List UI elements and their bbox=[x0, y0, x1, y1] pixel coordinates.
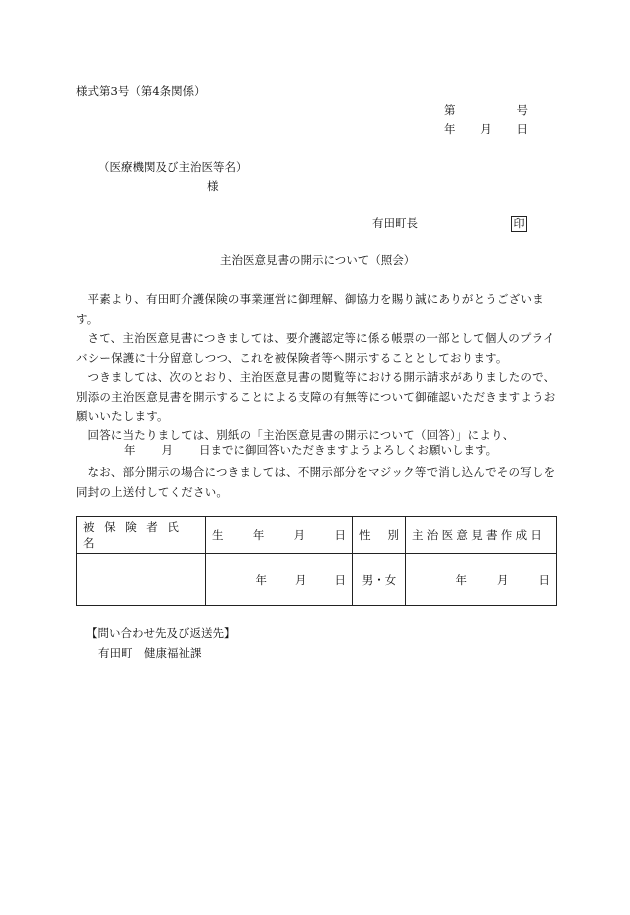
created-day: 日 bbox=[538, 572, 550, 587]
birthdate-cell bbox=[206, 554, 353, 606]
date-month: 月 bbox=[480, 122, 492, 136]
deadline-year: 年 bbox=[124, 443, 136, 457]
addressee-institution: （医療機関及び主治医等名） bbox=[98, 160, 248, 174]
sex-options: 男・女 bbox=[361, 572, 397, 587]
header-birth-year: 年 bbox=[252, 528, 265, 542]
document-date bbox=[444, 124, 528, 136]
header-created-date-text: 主治医意見書作成日 bbox=[412, 528, 546, 542]
header-birthdate bbox=[206, 517, 353, 554]
form-label: 様式第3号（第4条関係） bbox=[76, 84, 206, 98]
table-row bbox=[77, 554, 557, 606]
addressee-honorific: 様 bbox=[207, 179, 219, 193]
created-month: 月 bbox=[497, 572, 509, 587]
sender-title: 有田町長 bbox=[372, 216, 418, 230]
birth-month: 月 bbox=[295, 572, 307, 587]
table-header-row bbox=[77, 517, 557, 554]
header-created-date bbox=[406, 517, 557, 554]
contact-department: 有田町 健康福祉課 bbox=[98, 646, 202, 660]
body-paragraph-2: さて、主治医意見書につきましては、要介護認定等に係る帳票の一部として個人のプライバシー保護に十分留意しつつ、これを被保険者等へ開示することとしております。 bbox=[76, 331, 555, 365]
body-paragraph-5 bbox=[124, 445, 497, 457]
body-paragraph-4: 回答に当たりましては、別紙の「主治医意見書の開示について（回答）」により、 bbox=[87, 428, 515, 442]
contact-heading: 【問い合わせ先及び返送先】 bbox=[86, 626, 236, 640]
date-year: 年 bbox=[444, 122, 456, 136]
birth-day: 日 bbox=[334, 572, 346, 587]
sex-cell bbox=[353, 554, 406, 606]
header-birth-day: 日 bbox=[334, 528, 346, 542]
birth-year: 年 bbox=[255, 572, 267, 587]
header-birth-month: 月 bbox=[293, 528, 306, 542]
doc-number-prefix: 第 bbox=[444, 103, 456, 117]
body-paragraph-1: 平素より、有田町介護保険の事業運営に御理解、御協力を賜り誠にありがとうございます。 bbox=[76, 292, 544, 326]
sender-seal: 印 bbox=[511, 216, 527, 232]
header-sex-left: 性 bbox=[359, 528, 371, 542]
request-table bbox=[76, 516, 557, 606]
deadline-month: 月 bbox=[161, 443, 173, 457]
insured-name-cell bbox=[77, 554, 206, 606]
header-insured-name-text: 被保険者氏名 bbox=[83, 520, 189, 550]
header-sex bbox=[353, 517, 406, 554]
created-year: 年 bbox=[455, 572, 467, 587]
document-number bbox=[444, 105, 528, 117]
date-day: 日 bbox=[516, 122, 528, 136]
document-subject: 主治医意見書の開示について（照会） bbox=[220, 253, 416, 267]
doc-number-suffix: 号 bbox=[516, 103, 528, 117]
deadline-rest: 日までに御回答いただきますようよろしくお願いします。 bbox=[199, 443, 498, 457]
header-sex-right: 別 bbox=[387, 528, 399, 542]
body-paragraph-3: つきましては、次のとおり、主治医意見書の閲覧等における開示請求がありましたので、別添の主治医意見書を開示することによる支障の有無等について御確認いただきますようお願いいたします。 bbox=[76, 370, 556, 424]
header-insured-name bbox=[77, 517, 206, 554]
header-birth-label: 生 bbox=[212, 528, 224, 542]
body-paragraph-6: なお、部分開示の場合につきましては、不開示部分をマジック等で消し込んでその写しを同封の上送付してください。 bbox=[76, 465, 556, 499]
created-date-cell bbox=[406, 554, 557, 606]
